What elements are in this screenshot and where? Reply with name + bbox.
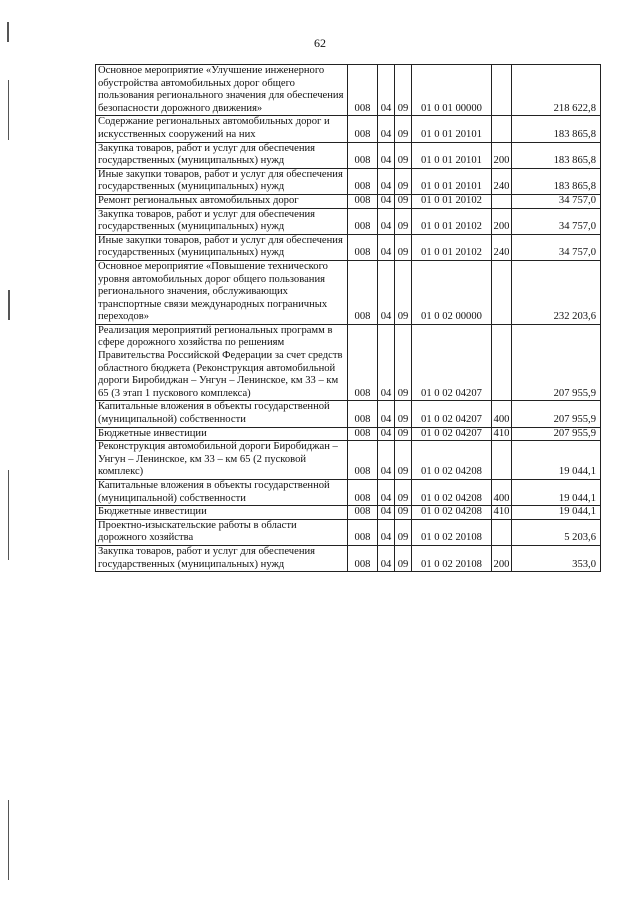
row-name: Реализация мероприятий региональных программ в сфере дорожного хозяйства по решениям Правительства Российской Федерации за счет средств областного бюджета (Реконструкция автомобильной дороги Биробиджан – Унгун – Ленинское, км 33 – км 65 (3 этап 1 пускового комплекса) <box>96 324 348 401</box>
subsection-code: 09 <box>395 401 412 427</box>
target-article-code: 01 0 02 04208 <box>412 480 492 506</box>
target-article-code: 01 0 02 04207 <box>412 427 492 441</box>
section-code: 04 <box>378 260 395 324</box>
scan-margin-mark <box>8 800 9 880</box>
amount: 19 044,1 <box>512 506 601 520</box>
row-name: Ремонт региональных автомобильных дорог <box>96 194 348 208</box>
row-name: Закупка товаров, работ и услуг для обеспечения государственных (муниципальных) нужд <box>96 545 348 571</box>
subsection-code: 09 <box>395 116 412 142</box>
amount: 218 622,8 <box>512 65 601 116</box>
amount: 207 955,9 <box>512 427 601 441</box>
target-article-code: 01 0 02 20108 <box>412 545 492 571</box>
target-article-code: 01 0 01 20101 <box>412 142 492 168</box>
target-article-code: 01 0 02 04208 <box>412 506 492 520</box>
section-code: 04 <box>378 441 395 480</box>
row-name: Иные закупки товаров, работ и услуг для обеспечения государственных (муниципальных) нужд <box>96 168 348 194</box>
table-row <box>96 480 601 506</box>
ministry-code: 008 <box>348 234 378 260</box>
expense-type-code: 410 <box>492 427 512 441</box>
expense-type-code: 200 <box>492 208 512 234</box>
target-article-code: 01 0 02 20108 <box>412 519 492 545</box>
expense-type-code: 200 <box>492 142 512 168</box>
expense-type-code: 400 <box>492 401 512 427</box>
row-name: Реконструкция автомобильной дороги Биробиджан – Унгун – Ленинское, км 33 – км 65 (2 пусковой комплекс) <box>96 441 348 480</box>
table-row <box>96 401 601 427</box>
scan-margin-mark <box>8 80 9 140</box>
amount: 207 955,9 <box>512 401 601 427</box>
section-code: 04 <box>378 194 395 208</box>
table-row <box>96 545 601 571</box>
ministry-code: 008 <box>348 427 378 441</box>
row-name: Капитальные вложения в объекты государственной (муниципальной) собственности <box>96 401 348 427</box>
expense-type-code <box>492 194 512 208</box>
section-code: 04 <box>378 324 395 401</box>
table-row <box>96 519 601 545</box>
subsection-code: 09 <box>395 506 412 520</box>
section-code: 04 <box>378 142 395 168</box>
section-code: 04 <box>378 234 395 260</box>
target-article-code: 01 0 02 00000 <box>412 260 492 324</box>
amount: 207 955,9 <box>512 324 601 401</box>
target-article-code: 01 0 02 04207 <box>412 401 492 427</box>
ministry-code: 008 <box>348 545 378 571</box>
subsection-code: 09 <box>395 480 412 506</box>
ministry-code: 008 <box>348 168 378 194</box>
table-row <box>96 142 601 168</box>
target-article-code: 01 0 01 20102 <box>412 234 492 260</box>
row-name: Содержание региональных автомобильных дорог и искусственных сооружений на них <box>96 116 348 142</box>
amount: 34 757,0 <box>512 234 601 260</box>
target-article-code: 01 0 01 20101 <box>412 116 492 142</box>
subsection-code: 09 <box>395 324 412 401</box>
ministry-code: 008 <box>348 142 378 168</box>
table-row <box>96 324 601 401</box>
scan-margin-mark <box>8 290 10 320</box>
row-name: Закупка товаров, работ и услуг для обеспечения государственных (муниципальных) нужд <box>96 142 348 168</box>
table-row <box>96 208 601 234</box>
target-article-code: 01 0 01 20102 <box>412 208 492 234</box>
amount: 19 044,1 <box>512 441 601 480</box>
subsection-code: 09 <box>395 260 412 324</box>
amount: 183 865,8 <box>512 116 601 142</box>
subsection-code: 09 <box>395 65 412 116</box>
section-code: 04 <box>378 116 395 142</box>
ministry-code: 008 <box>348 401 378 427</box>
row-name: Бюджетные инвестиции <box>96 427 348 441</box>
subsection-code: 09 <box>395 194 412 208</box>
amount: 232 203,6 <box>512 260 601 324</box>
expense-type-code: 200 <box>492 545 512 571</box>
expense-type-code: 240 <box>492 234 512 260</box>
scan-margin-mark <box>7 22 9 42</box>
section-code: 04 <box>378 519 395 545</box>
subsection-code: 09 <box>395 427 412 441</box>
ministry-code: 008 <box>348 208 378 234</box>
page-number: 62 <box>314 36 326 50</box>
ministry-code: 008 <box>348 324 378 401</box>
expense-type-code: 410 <box>492 506 512 520</box>
table-row <box>96 65 601 116</box>
target-article-code: 01 0 02 04207 <box>412 324 492 401</box>
amount: 19 044,1 <box>512 480 601 506</box>
section-code: 04 <box>378 401 395 427</box>
amount: 183 865,8 <box>512 168 601 194</box>
section-code: 04 <box>378 208 395 234</box>
section-code: 04 <box>378 427 395 441</box>
subsection-code: 09 <box>395 441 412 480</box>
subsection-code: 09 <box>395 519 412 545</box>
amount: 183 865,8 <box>512 142 601 168</box>
amount: 34 757,0 <box>512 208 601 234</box>
table-row <box>96 260 601 324</box>
subsection-code: 09 <box>395 545 412 571</box>
section-code: 04 <box>378 545 395 571</box>
expense-type-code: 400 <box>492 480 512 506</box>
ministry-code: 008 <box>348 441 378 480</box>
expense-type-code <box>492 324 512 401</box>
subsection-code: 09 <box>395 142 412 168</box>
expense-type-code <box>492 116 512 142</box>
table-row <box>96 168 601 194</box>
section-code: 04 <box>378 480 395 506</box>
target-article-code: 01 0 01 20101 <box>412 168 492 194</box>
row-name: Иные закупки товаров, работ и услуг для обеспечения государственных (муниципальных) нужд <box>96 234 348 260</box>
subsection-code: 09 <box>395 234 412 260</box>
table-row <box>96 427 601 441</box>
ministry-code: 008 <box>348 519 378 545</box>
ministry-code: 008 <box>348 260 378 324</box>
section-code: 04 <box>378 65 395 116</box>
expense-type-code: 240 <box>492 168 512 194</box>
ministry-code: 008 <box>348 506 378 520</box>
subsection-code: 09 <box>395 208 412 234</box>
section-code: 04 <box>378 168 395 194</box>
table-row <box>96 506 601 520</box>
expense-type-code <box>492 441 512 480</box>
subsection-code: 09 <box>395 168 412 194</box>
row-name: Бюджетные инвестиции <box>96 506 348 520</box>
table-row <box>96 194 601 208</box>
amount: 353,0 <box>512 545 601 571</box>
row-name: Проектно-изыскательские работы в области дорожного хозяйства <box>96 519 348 545</box>
amount: 5 203,6 <box>512 519 601 545</box>
scan-margin-mark <box>8 470 9 560</box>
target-article-code: 01 0 01 20102 <box>412 194 492 208</box>
table-row <box>96 116 601 142</box>
expense-type-code <box>492 519 512 545</box>
table-row <box>96 441 601 480</box>
amount: 34 757,0 <box>512 194 601 208</box>
section-code: 04 <box>378 506 395 520</box>
row-name: Закупка товаров, работ и услуг для обеспечения государственных (муниципальных) нужд <box>96 208 348 234</box>
row-name: Основное мероприятие «Повышение технического уровня автомобильных дорог общего пользования регионального значения, обслуживающих транспортные связи международных пограничных переходов» <box>96 260 348 324</box>
target-article-code: 01 0 01 00000 <box>412 65 492 116</box>
expense-type-code <box>492 260 512 324</box>
table-row <box>96 234 601 260</box>
ministry-code: 008 <box>348 194 378 208</box>
row-name: Основное мероприятие «Улучшение инженерного обустройства автомобильных дорог общего пользования регионального значения для обеспечения безопасности дорожного движения» <box>96 65 348 116</box>
expense-type-code <box>492 65 512 116</box>
ministry-code: 008 <box>348 65 378 116</box>
ministry-code: 008 <box>348 480 378 506</box>
budget-table <box>95 64 601 572</box>
row-name: Капитальные вложения в объекты государственной (муниципальной) собственности <box>96 480 348 506</box>
ministry-code: 008 <box>348 116 378 142</box>
target-article-code: 01 0 02 04208 <box>412 441 492 480</box>
